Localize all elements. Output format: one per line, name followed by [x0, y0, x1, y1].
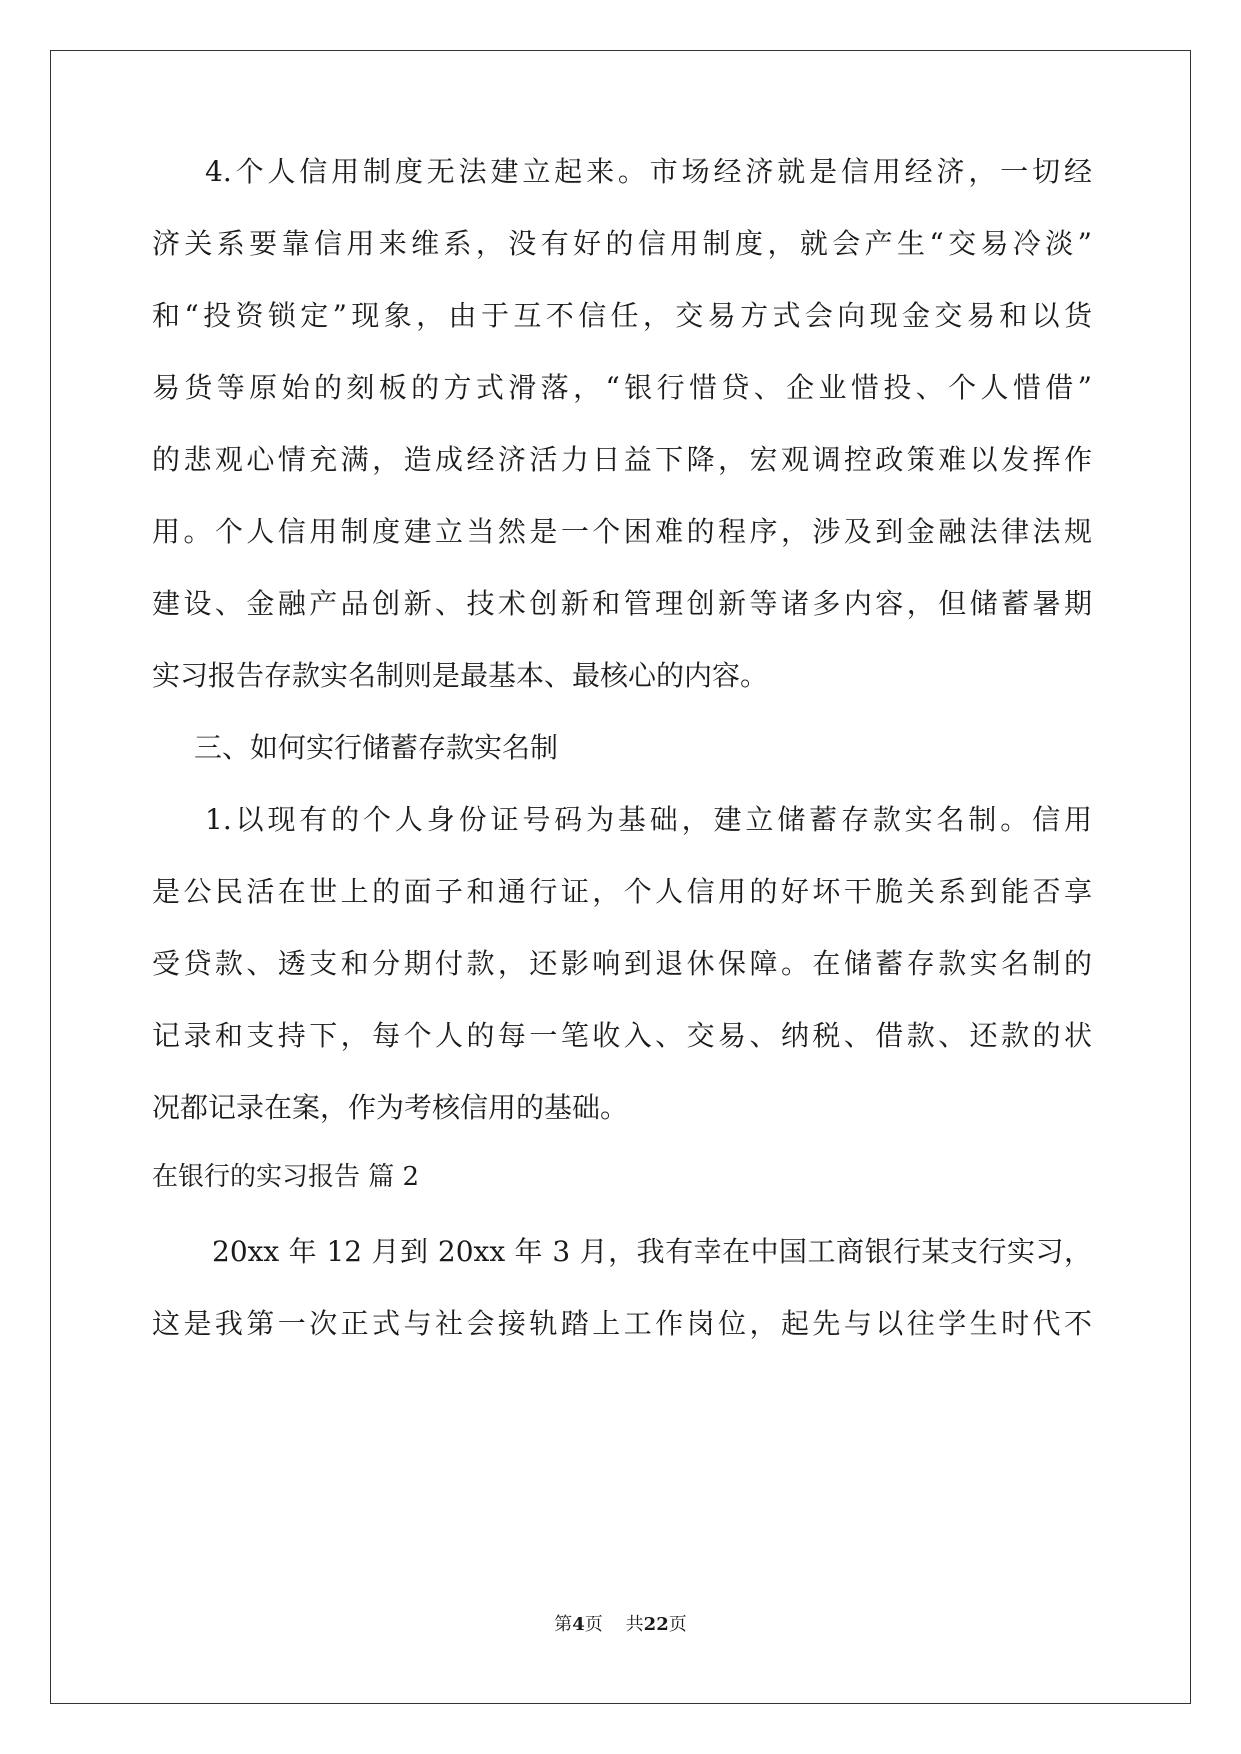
section-heading: 三、如何实行储蓄存款实名制: [194, 731, 559, 764]
paragraph-2-line-5: 况都记录在案，作为考核信用的基础。: [152, 1091, 629, 1124]
paragraph-1-line-8: 实习报告存款实名制则是最基本、最核心的内容。: [152, 659, 769, 692]
paragraph-2-line-2: 是公民活在世上的面子和通行证，个人信用的好坏干脆关系到能否享: [152, 875, 1092, 908]
paragraph-1-line-3: 和“投资锁定”现象，由于互不信任，交易方式会向现金交易和以货: [152, 299, 1092, 332]
paragraph-1-line-1: 4.个人信用制度无法建立起来。市场经济就是信用经济，一切经: [205, 155, 1092, 188]
footer-prefix: 第: [554, 1614, 573, 1635]
page-footer: [0, 1613, 1241, 1637]
footer-suffix: 页: [668, 1614, 687, 1635]
footer-page-number: 4: [572, 1614, 585, 1635]
paragraph-1-line-2: 济关系要靠信用来维系，没有好的信用制度，就会产生“交易冷淡”: [152, 227, 1092, 260]
paragraph-2-line-1: 1.以现有的个人身份证号码为基础，建立储蓄存款实名制。信用: [205, 803, 1092, 836]
footer-mid: 页 共: [584, 1614, 644, 1635]
paragraph-1-line-6: 用。个人信用制度建立当然是一个困难的程序，涉及到金融法律法规: [152, 515, 1092, 548]
paragraph-3-line-2: 这是我第一次正式与社会接轨踏上工作岗位，起先与以往学生时代不: [152, 1307, 1092, 1340]
footer-total-pages: 22: [643, 1614, 669, 1635]
paragraph-3-line-1: 20xx 年 12 月到 20xx 年 3 月，我有幸在中国工商银行某支行实习，: [212, 1235, 1092, 1268]
paragraph-2-line-4: 记录和支持下，每个人的每一笔收入、交易、纳税、借款、还款的状: [152, 1019, 1092, 1052]
paragraph-1-line-4: 易货等原始的刻板的方式滑落，“银行惜贷、企业惜投、个人惜借”: [152, 371, 1092, 404]
paragraph-1-line-5: 的悲观心情充满，造成经济活力日益下降，宏观调控政策难以发挥作: [152, 443, 1092, 476]
article-title: 在银行的实习报告 篇 2: [152, 1162, 420, 1192]
paragraph-1-line-7: 建设、金融产品创新、技术创新和管理创新等诸多内容，但储蓄暑期: [152, 587, 1092, 620]
paragraph-2-line-3: 受贷款、透支和分期付款，还影响到退休保障。在储蓄存款实名制的: [152, 947, 1092, 980]
